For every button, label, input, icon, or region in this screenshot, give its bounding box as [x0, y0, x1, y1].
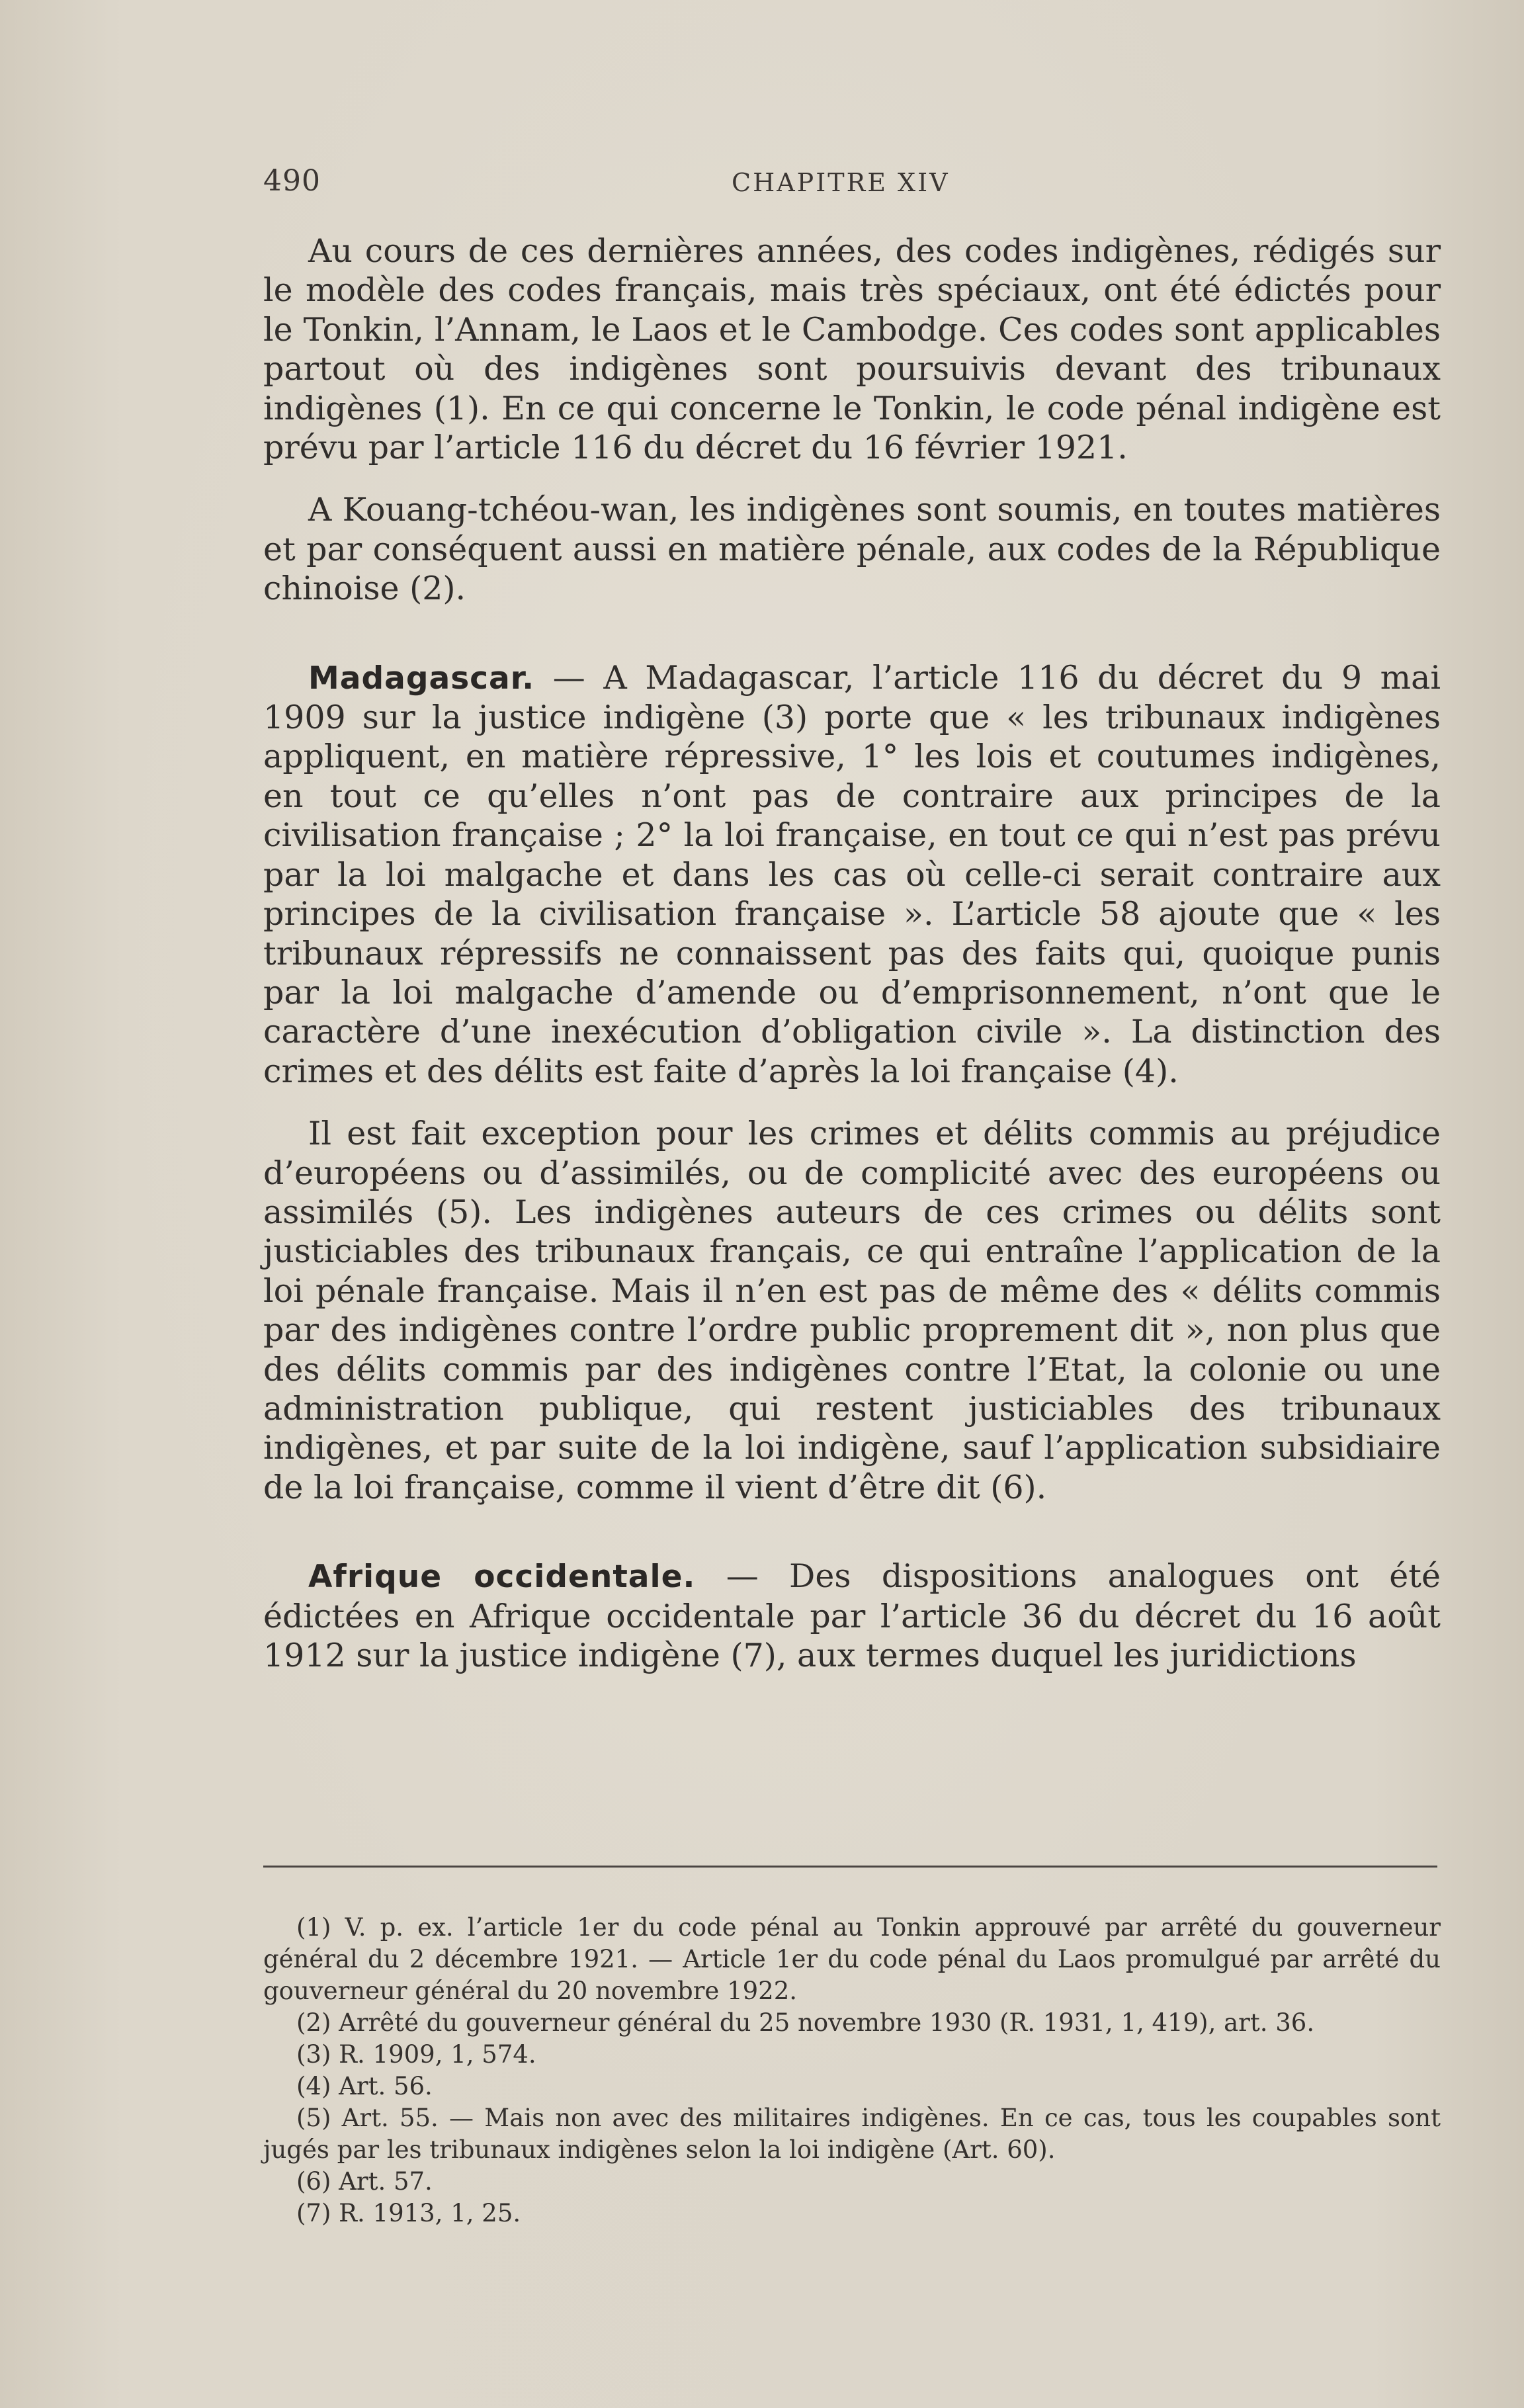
running-head: CHAPITRE XIV [732, 168, 950, 197]
paragraph-2 [263, 490, 1441, 608]
page-header [263, 164, 1441, 204]
paragraph-1-text: Au cours de ces dernières années, des codes indigènes, rédigés sur le modèle des codes français, mais très spéciaux, ont été édictés pour le Tonkin, l’Annam, le Laos et le Cambodge. Ces codes sont applicables partout où des indigènes sont poursuivis devant des tribunaux indigènes (1). En ce qui concerne le Tonkin, le code pénal indigène est prévu par l’article 116 du décret du 16 février 1921. [263, 232, 1441, 467]
paragraph-afrique-occidentale [263, 1557, 1441, 1675]
paragraph-afrique-occidentale-text: — Des dispositions analogues ont été édictées en Afrique occidentale par l’article 36 du décret du 16 août 1912 sur la justice indigène (7), aux termes duquel les juridictions [263, 1557, 1441, 1674]
footnote-2: (2) Arrêté du gouverneur général du 25 novembre 1930 (R. 1931, 1, 419), art. 36. [296, 2008, 1315, 2037]
paragraph-1 [263, 232, 1441, 467]
footnote-6: (6) Art. 57. [296, 2167, 433, 2196]
main-text [263, 232, 1441, 1675]
footnotes [263, 1912, 1441, 2229]
footnote-1: (1) V. p. ex. l’article 1er du code pénal au Tonkin approuvé par arrêté du gouverneur général du 2 décembre 1921. — Article 1er du code pénal du Laos promulgué par arrêté du gouverneur général du 20 novembre 1922. [263, 1913, 1441, 2005]
paragraph-madagascar [263, 658, 1441, 1091]
paragraph-2-text: A Kouang-tchéou-wan, les indigènes sont soumis, en toutes matières et par conséquent aussi en matière pénale, aux codes de la République chinoise (2). [263, 491, 1441, 608]
paragraph-4 [263, 1114, 1441, 1507]
footnote-separator [263, 1866, 1437, 1868]
paragraph-4-text: Il est fait exception pour les crimes et délits commis au préjudice d’européens ou d’assimilés, ou de complicité avec des européens ou assimilés (5). Les indigènes auteurs de ces crimes ou délits sont justiciables des tribunaux français, ce qui entraîne l’application de la loi pénale française. Mais il n’en est pas de même des « délits commis par des indigènes contre l’ordre public proprement dit », non plus que des délits commis par des indigènes contre l’Etat, la colonie ou une administration publique, qui restent justiciables des tribunaux indigènes, et par suite de la loi indigène, sauf l’application subsidiaire de la loi française, comme il vient d’être dit (6). [263, 1115, 1441, 1506]
footnote-3: (3) R. 1909, 1, 574. [296, 2040, 536, 2069]
paragraph-madagascar-text: — A Madagascar, l’article 116 du décret du 9 mai 1909 sur la justice indigène (3) porte que « les tribunaux indigènes appliquent, en matière répressive, 1° les lois et coutumes indigènes, en tout ce qu’elles n’ont pas de contraire aux principes de la civilisation française ; 2° la loi française, en tout ce qui n’est pas prévu par la loi malgache et dans les cas où celle-ci serait contraire aux principes de la civilisation française ». L’article 58 ajoute que « les tribunaux répressifs ne connaissent pas des faits qui, quoique punis par la loi malgache d’amende ou d’emprisonnement, n’ont que le caractère d’une inexécution d’obligation civile ». La distinction des crimes et des délits est faite d’après la loi française (4). [263, 658, 1441, 1090]
footnote-5: (5) Art. 55. — Mais non avec des militaires indigènes. En ce cas, tous les coupables sont jugés par les tribunaux indigènes selon la loi indigène (Art. 60). [263, 2104, 1441, 2164]
section-heading-madagascar: Madagascar. [308, 660, 535, 697]
section-heading-afrique-occidentale: Afrique occidentale. [308, 1559, 696, 1596]
footnote-7: (7) R. 1913, 1, 25. [296, 2199, 521, 2227]
page-number: 490 [263, 164, 321, 198]
footnote-4: (4) Art. 56. [296, 2072, 433, 2100]
